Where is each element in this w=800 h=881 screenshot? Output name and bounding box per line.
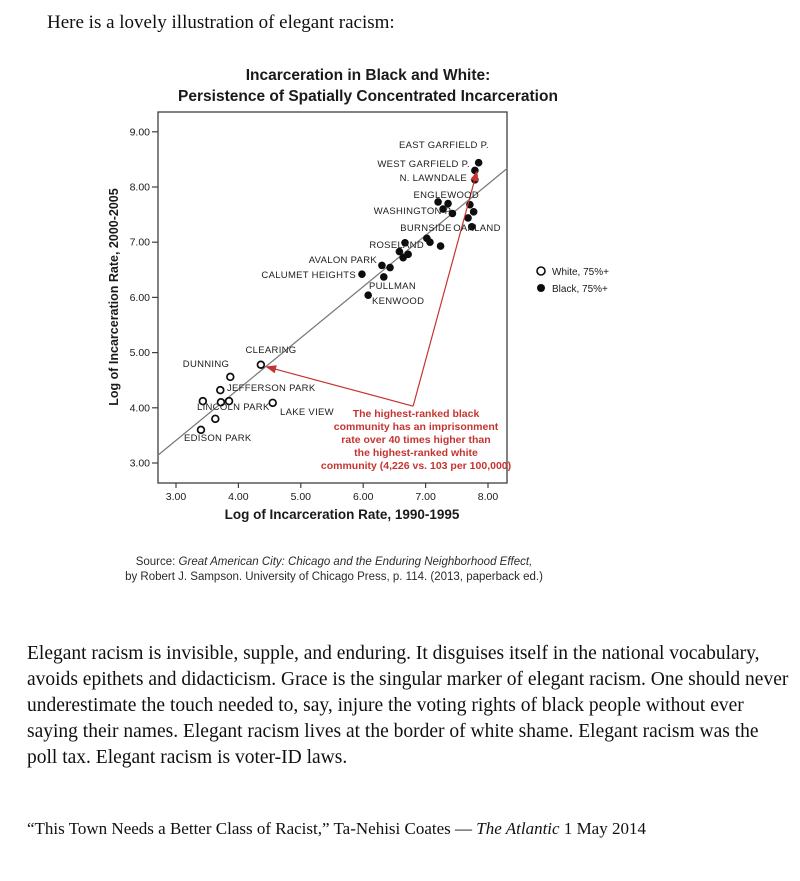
source-line-2: by Robert J. Sampson. University of Chicago Press, p. 114. (2013, paperback ed.) <box>125 571 543 583</box>
attribution-line <box>27 819 646 839</box>
point-label: CLEARING <box>245 345 297 356</box>
data-point-white <box>217 387 224 394</box>
data-point-black <box>378 262 386 270</box>
point-label: CALUMET HEIGHTS <box>261 270 356 281</box>
data-point-black <box>364 291 372 299</box>
point-label: ENGLEWOOD <box>413 190 479 201</box>
y-axis-tick-label: 4.00 <box>129 402 150 415</box>
attribution-quote: “This Town Needs a Better Class of Racist,” Ta-Nehisi Coates — <box>27 819 477 838</box>
point-label: BURNSIDE <box>400 223 452 234</box>
source-line-1: Source: Great American City: Chicago and the Enduring Neighborhood Effect, <box>135 556 533 568</box>
x-axis-tick-label: 5.00 <box>290 491 312 503</box>
point-label: EAST GARFIELD P. <box>399 140 489 151</box>
y-axis-tick-label: 9.00 <box>129 126 150 139</box>
point-label: N. LAWNDALE <box>399 173 467 184</box>
point-label: LAKE VIEW <box>280 407 334 418</box>
point-label: WASHINGTON P. <box>373 206 453 217</box>
data-point-black <box>404 251 412 259</box>
data-point-white <box>257 361 264 368</box>
data-point-black <box>475 159 483 167</box>
annotation-text-line: rate over 40 times higher than <box>341 434 491 446</box>
point-label: JEFFERSON PARK <box>227 383 316 394</box>
point-label: KENWOOD <box>372 296 425 307</box>
y-axis-tick-label: 8.00 <box>129 181 150 194</box>
point-label: AVALON PARK <box>308 255 377 266</box>
data-point-white <box>269 399 276 406</box>
y-axis-tick-label: 3.00 <box>129 457 150 470</box>
data-point-black <box>358 270 366 278</box>
legend-marker-white <box>537 267 545 275</box>
annotation-text-line: community (4,226 vs. 103 per 100,000) <box>320 460 512 472</box>
point-label: LINCOLN PARK <box>197 402 270 413</box>
data-point-black <box>386 264 394 272</box>
data-point-white <box>227 373 234 380</box>
point-label: ROSELAND <box>369 240 424 251</box>
x-axis-tick-label: 3.00 <box>165 491 187 503</box>
x-axis-tick-label: 4.00 <box>228 491 249 503</box>
body-paragraph: Elegant racism is invisible, supple, and enduring. It disguises itself in the national vocabulary, avoids epithets and didacticism. Grace is the singular marker of elegant racism. One should never underestimate the touch needed to, say, injure the voting rights of black people without ever saying their names. Elegant racism lives at the border of white shame. Elegant racism was the poll tax. Elegant racism is voter-ID laws. <box>27 643 789 768</box>
x-axis-tick-label: 8.00 <box>477 491 499 503</box>
data-point-black <box>437 242 445 250</box>
y-axis-tick-label: 6.00 <box>129 291 150 304</box>
attribution-source-name: The Atlantic <box>476 819 560 838</box>
x-axis-label: Log of Incarceration Rate, 1990-1995 <box>224 507 460 522</box>
data-point-black <box>470 208 478 216</box>
annotation-text-line: The highest-ranked black <box>352 408 480 420</box>
x-axis-tick-label: 6.00 <box>352 491 374 503</box>
chart-title-line2: Persistence of Spatially Concentrated Incarceration <box>178 88 558 105</box>
point-label: DUNNING <box>182 359 230 370</box>
legend-label-white: White, 75%+ <box>552 267 609 278</box>
chart-title-line1: Incarceration in Black and White: <box>245 67 491 84</box>
annotation-text-line: the highest-ranked white <box>354 447 478 459</box>
point-label: WEST GARFIELD P. <box>377 159 470 170</box>
data-point-black <box>380 273 388 281</box>
annotation-text-line: community has an imprisonment <box>333 421 499 433</box>
x-axis-tick-label: 7.00 <box>415 491 436 503</box>
point-label: OAKLAND <box>453 223 501 234</box>
y-axis-label: Log of Incarceration Rate, 2000-2005 <box>107 188 121 406</box>
legend-marker-black <box>537 284 545 292</box>
y-axis-tick-label: 5.00 <box>129 347 150 360</box>
data-point-black <box>471 167 479 175</box>
data-point-white <box>212 415 219 422</box>
attribution-date: 1 May 2014 <box>559 819 646 838</box>
y-axis-tick-label: 7.00 <box>129 236 150 249</box>
legend-label-black: Black, 75%+ <box>552 284 608 295</box>
point-label: EDISON PARK <box>184 433 252 444</box>
point-label: PULLMAN <box>369 281 416 292</box>
data-point-black <box>426 238 434 246</box>
intro-line: Here is a lovely illustration of elegant racism: <box>47 12 395 33</box>
